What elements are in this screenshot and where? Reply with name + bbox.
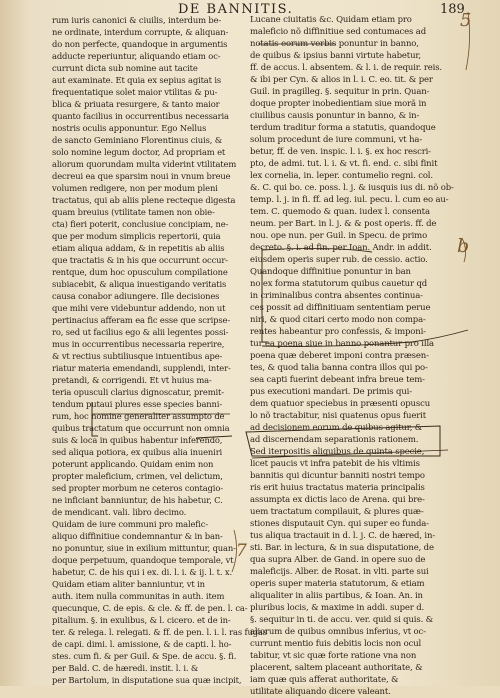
text-line: Lucane ciuitatis &c. Quidam etiam pro bbox=[250, 15, 412, 25]
text-line: rentque, dum hoc opusculum compilatione bbox=[52, 267, 228, 277]
text-line: propter maleficium, crimen, vel delictum, bbox=[52, 471, 223, 481]
text-line: operis super materia statutorum, & etiam bbox=[250, 579, 425, 589]
text-line: pitalium. §. in exulibus, & l. cicero. et de in- bbox=[52, 615, 231, 625]
text-line: de sancto Geminiano Florentinus ciuis, & bbox=[52, 135, 223, 145]
text-line: iam quæ quis afferat authoritate, & bbox=[250, 675, 399, 685]
margin-note-lower-left: 7 bbox=[236, 541, 247, 561]
text-line: Quidam de iure communi pro malefic- bbox=[52, 519, 209, 529]
text-line: terdum traditur forma a statutis, quandoque bbox=[250, 123, 436, 133]
text-line: Guil. in pragilleg. §. sequitur in prin. Quan- bbox=[250, 87, 430, 97]
text-line: volumen redigere, non per modum pleni bbox=[52, 183, 218, 193]
ink-stroke-quidam bbox=[196, 436, 232, 438]
text-line: de quibus & ipsius banni virtute habetur, bbox=[250, 51, 421, 61]
text-line: sed aliqua potiora, ex quibus alia inueniri bbox=[52, 447, 223, 457]
text-line: tur ea poena siue in banno ponantur pro illa bbox=[250, 339, 434, 349]
text-line: stes. cum fi. & per Guil. & Spe. de accu. §. fi. bbox=[52, 651, 237, 661]
text-line: que per modum simplicis repertorii, quia bbox=[52, 231, 221, 241]
text-line: ad discernendam separationis rationem. bbox=[250, 435, 419, 445]
text-line: aliorum de quibus omnibus inferius, vt oc- bbox=[250, 627, 426, 637]
text-line: de capi. dimi. l. amissione, & de capti. l. ho- bbox=[52, 639, 232, 649]
text-line: solo nomine legum doctor, Ad propriam et bbox=[52, 147, 226, 157]
text-line: placerent, saltem placeant authoritate, & bbox=[250, 663, 423, 673]
text-line: & ibi per Cyn. & alios in l. i. C. eo. tit. & per bbox=[250, 75, 433, 85]
text-line: decreto. §. i. ad fin. per Ioan. Andr. in addit. bbox=[250, 243, 432, 253]
text-line: in criminalibus contra absentes continua- bbox=[250, 291, 423, 301]
text-line: rum, hoc nomine generaliter assumpto de bbox=[52, 411, 225, 421]
text-line: pertinacius afferam ea fic esse que scripse- bbox=[52, 315, 231, 325]
text-line: Quidam etiam aliter banniuntur, vt in bbox=[52, 579, 205, 589]
text-line: niri, & quod citari certo modo non compa- bbox=[250, 315, 426, 325]
text-line: nou. ope nun. per Guil. in Specu. de primo bbox=[250, 231, 428, 241]
text-line: no ex forma statutorum quibus cauetur qd bbox=[250, 279, 428, 289]
text-line: per Bald. C. de hæredi. instit. l. i. & bbox=[52, 663, 199, 673]
text-line: rentes habeantur pro confessis, & imponi- bbox=[250, 327, 426, 337]
text-line: ne ordinate, interdum corrupte, & aliquan- bbox=[52, 27, 229, 37]
text-line: eiusdem operis super rub. de cessio. actio. bbox=[250, 255, 428, 265]
text-line: maleficio nõ diffinitiue sed contumaces ad bbox=[250, 27, 427, 37]
text-line: tabitur, vt sic quæ forte ratione vna non bbox=[250, 651, 417, 661]
text-line: pus executioni mandari. De primis qui- bbox=[250, 387, 412, 397]
text-line: adducte reperiuntur, aliquando etiam oc- bbox=[52, 51, 221, 61]
text-line: &. C. qui bo. ce. poss. l. j. & iusquis ius di. nõ ob- bbox=[250, 183, 454, 193]
ink-underline-right-lower bbox=[252, 450, 448, 458]
text-line: que tractatis & in his que occurrunt occur- bbox=[52, 255, 228, 265]
margin-note-upper-right: b bbox=[457, 235, 470, 257]
text-line: currunt dicta sub nomine aut tacite bbox=[52, 63, 198, 73]
text-line: teria opusculi clarius dignoscatur, premit- bbox=[52, 387, 224, 397]
text-line: ces possit ad diffinitiuam sententiam perue bbox=[250, 303, 431, 313]
text-line: lo nõ tractabitur, nisi quatenus opus fuerit bbox=[250, 411, 426, 421]
text-line: solum procedunt de iure communi, vt ha- bbox=[250, 135, 423, 145]
text-line: que mihi vere videbuntur addendo, non ut bbox=[52, 303, 226, 313]
running-title: DE BANNITIS. bbox=[178, 2, 294, 17]
text-line: assumpta ex dictis laco de Arena. qui bre- bbox=[250, 495, 425, 505]
text-line: doque propter inobedientiam siue morã in bbox=[250, 99, 427, 109]
text-line: mus in occurrentibus necessaria reperire, bbox=[52, 339, 225, 349]
text-line: sti. Bar. in lectura, & in sua disputatione, de bbox=[250, 543, 434, 553]
text-line: ff. de accus. l. absentem. & l. i. de requir. reis. bbox=[250, 63, 442, 73]
text-line: qua supra Alber. de Gand. in opere suo de bbox=[250, 555, 426, 565]
text-line: cta) fieri poterit, conclusiue concipiam, ne- bbox=[52, 219, 229, 229]
text-line: poena quæ deberet imponi contra præsen- bbox=[250, 351, 429, 361]
text-line: §. sequitur in ti. de accu. ver. quid si quis. & bbox=[250, 615, 434, 625]
text-line: frequentatique solet maior vtilitas & pu- bbox=[52, 87, 218, 97]
text-line: decreui ea que sparsim noui in vnum breue bbox=[52, 171, 231, 181]
text-line: aliqualiter in aliis partibus, & Ioan. An. in bbox=[250, 591, 423, 601]
text-line: sed propter morbum ne ceteros contagio- bbox=[52, 483, 223, 493]
text-line: aut examinate. Et quia ex sepius agitat is bbox=[52, 75, 222, 85]
text-line: tractatus, qui ab aliis plene recteque digesta bbox=[52, 195, 236, 205]
text-line: tus aliqua tractauit in d. l. j. C. de hæred, in- bbox=[250, 531, 436, 541]
text-line: blica & priuata resurgere, & tanto maior bbox=[52, 99, 220, 109]
text-line: no ponuntur, siue in exilium mittuntur, quan- bbox=[52, 543, 236, 553]
text-line: tes, & quod talia banna contra illos qui po- bbox=[250, 363, 428, 373]
text-line: rum iuris canonici & ciuilis, interdum be- bbox=[52, 15, 222, 25]
text-line: quam breuius (vtilitate tamen non obie- bbox=[52, 207, 215, 217]
ink-underline-quando bbox=[262, 248, 372, 252]
text-line: betur, ff. de ven. inspic. l. i. §. ex hoc rescri- bbox=[250, 147, 431, 157]
text-line: pretandi, & corrigendi. Et vt huius ma- bbox=[52, 375, 212, 385]
text-line: quecunque, C. de epis. & cle. & ff. de pen. l. ca- bbox=[52, 603, 248, 613]
text-line: uem tractatum compilauit, & plures quæ- bbox=[250, 507, 424, 517]
page-number: 189 bbox=[440, 2, 465, 17]
ink-bracket-left-column bbox=[92, 402, 98, 436]
text-line: Sed iterpositis aliquibus de quinta specie, bbox=[250, 447, 425, 457]
text-line: ro, sed ut facilius ego & alii legentes possi- bbox=[52, 327, 229, 337]
text-line: poterunt applicando. Quidam enim non bbox=[52, 459, 214, 469]
text-line: aliquo diffinitiue condemnantur & in ban- bbox=[52, 531, 223, 541]
text-line: suis & loca in quibus habentur inferendo, bbox=[52, 435, 223, 445]
text-line: auth. item nulla communitas in auth. item bbox=[52, 591, 225, 601]
text-line: etiam aliqua addam, & in repetitis ab aliis bbox=[52, 243, 225, 253]
text-line: quibus tractatum que occurrunt non omnia bbox=[52, 423, 230, 433]
text-line: subiacebit, & aliqua inuestigando veritatis bbox=[52, 279, 227, 289]
text-line: de mendicant. vali. libro decimo. bbox=[52, 507, 187, 517]
text-line: tendum putaui plures esse species banni- bbox=[52, 399, 222, 409]
text-line: neum. per Bart. in l. j. & & post operis. ff. de bbox=[250, 219, 437, 229]
text-line: ris erit huius tractatus materia principalis bbox=[250, 483, 425, 493]
text-line: maleficijs. Alber. de Rosat. in vlti. parte sui bbox=[250, 567, 429, 577]
text-line: sea capti fuerint debeant infra breue tem- bbox=[250, 375, 425, 385]
text-line: stiones disputauit Cyn. qui super eo funda- bbox=[250, 519, 429, 529]
text-line: habetur, C. de his qui i ex. di. l. i. & ij. l. t. x. bbox=[52, 567, 232, 577]
text-line: currunt mentio fuis debitis locis non ocul bbox=[250, 639, 422, 649]
text-line: dem quatuor speciebus in præsenti opuscu bbox=[250, 399, 431, 409]
text-line: quanto facilius in occurrentibus necessaria bbox=[52, 111, 229, 121]
text-line: bannitis qui dicuntur banniti nostri tempo bbox=[250, 471, 425, 481]
text-line: temp. l. j. in fi. ff. ad leg. iul. pecu. l. cum eo au- bbox=[250, 195, 449, 205]
ink-bracket-right-column bbox=[262, 248, 268, 342]
text-line: pluribus locis, & maxime in addi. super d. bbox=[250, 603, 425, 613]
ink-underline-poena bbox=[262, 330, 468, 347]
text-line: pto, de admi. tut. l. i. & vt. fi. end. c. sibi finit bbox=[250, 159, 438, 169]
text-line: lex cornelia, in. leper. contumelio regni. col. bbox=[250, 171, 433, 181]
text-line: doque perpetuum, quandoque temporale, vt bbox=[52, 555, 234, 565]
text-line: ciuilibus causis ponuntur in banno, & in- bbox=[250, 111, 420, 121]
text-line: causa conabor adiungere. Ille decisiones bbox=[52, 291, 220, 301]
text-line: utilitate aliquando dicere valeant. bbox=[250, 687, 391, 697]
text-line: tem. C. quemodo & quan. iudex l. consenta bbox=[250, 207, 430, 217]
text-line: aliorum quorundam multa viderint vtilitatem bbox=[52, 159, 237, 169]
text-line: Quandoque diffinitiue ponuntur in ban bbox=[250, 267, 411, 277]
text-line: nostris oculis apponuntur. Ego Nellus bbox=[52, 123, 207, 133]
text-line: per Bartolum, in disputatione sua quæ incipit, bbox=[52, 675, 242, 685]
text-line: licet paucis vt infra patebit de his vltimis bbox=[250, 459, 420, 469]
text-line: riatur materia emendandi, supplendi, inter- bbox=[52, 363, 231, 373]
text-line: notatis eorum verbis ponuntur in banno, bbox=[250, 39, 419, 49]
text-line: ad decisionem eorum de quibus agitur, & bbox=[250, 423, 423, 433]
text-line: ne inficiant banniuntur, de his habetur, C. bbox=[52, 495, 223, 505]
margin-note-top-right: 5 bbox=[460, 10, 472, 31]
text-line: ter. & relega. l. relegati. & ff. de pen. l. i. l. ras fugas bbox=[52, 627, 267, 637]
text-line: & vt rectius subtiliusque intuentibus ape- bbox=[52, 351, 223, 361]
text-line: do non perfecte, quandoque in argumentis bbox=[52, 39, 228, 49]
